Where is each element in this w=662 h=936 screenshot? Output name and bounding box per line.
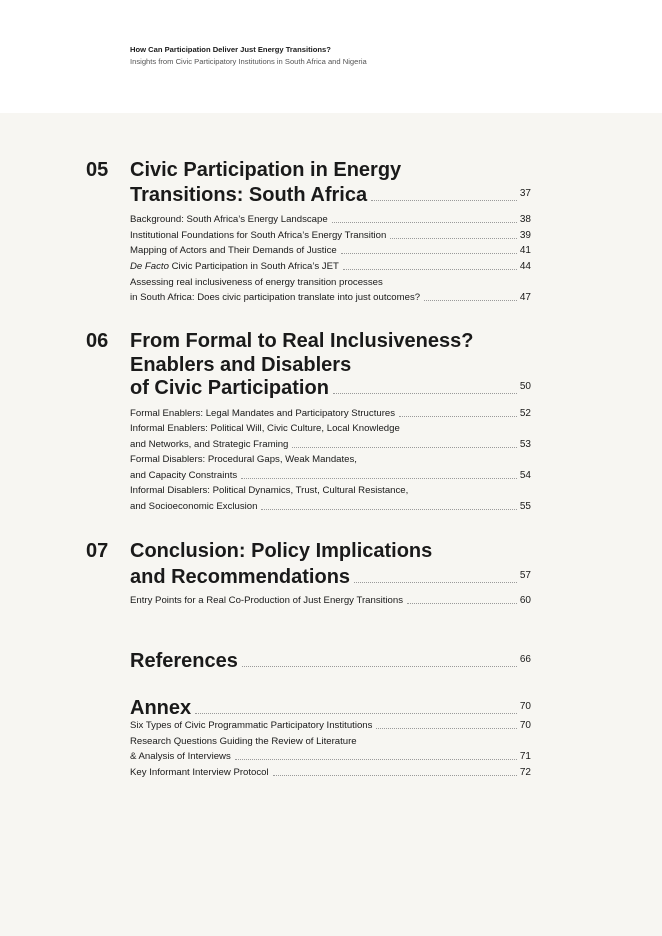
toc-entry-label: Formal Enablers: Legal Mandates and Participatory Structures bbox=[130, 408, 396, 419]
dot-leader bbox=[343, 269, 517, 270]
toc-entry-label: Entry Points for a Real Co-Production of Just Energy Transitions bbox=[130, 595, 404, 606]
toc-entry-chapter-06[interactable] bbox=[130, 375, 531, 400]
dot-leader bbox=[390, 238, 517, 239]
toc-entry-line1: Research Questions Guiding the Review of Literature bbox=[130, 736, 357, 747]
chapter-07-heading[interactable] bbox=[130, 539, 532, 563]
dot-leader bbox=[333, 393, 517, 394]
page-number: 60 bbox=[519, 595, 531, 606]
toc-entry-line1: Formal Disablers: Procedural Gaps, Weak Mandates, bbox=[130, 454, 357, 465]
chapter-07-title-line2: and Recommendations bbox=[130, 566, 351, 588]
toc-entry[interactable] bbox=[130, 469, 531, 482]
dot-leader bbox=[292, 447, 517, 448]
dot-leader bbox=[242, 666, 517, 667]
toc-entry[interactable] bbox=[130, 244, 531, 257]
page-number: 70 bbox=[519, 720, 531, 731]
toc-entry-references[interactable] bbox=[130, 648, 531, 673]
toc-entry-chapter-05[interactable] bbox=[130, 182, 531, 207]
chapter-05-title-line1: Civic Participation in Energy bbox=[130, 159, 402, 181]
toc-entry[interactable] bbox=[130, 766, 531, 779]
document-subtitle: Insights from Civic Participatory Institutions in South Africa and Nigeria bbox=[130, 57, 367, 66]
toc-entry[interactable] bbox=[130, 438, 531, 451]
toc-entry-annex[interactable] bbox=[130, 695, 531, 720]
page-number: 44 bbox=[519, 261, 531, 272]
chapter-number-05: 05 bbox=[86, 159, 109, 181]
toc-entry-label: Institutional Foundations for South Africa’s Energy Transition bbox=[130, 230, 387, 241]
toc-entry-label-italic: De Facto bbox=[130, 261, 169, 272]
page-number: 52 bbox=[519, 408, 531, 419]
dot-leader bbox=[332, 222, 517, 223]
dot-leader bbox=[261, 509, 516, 510]
dot-leader bbox=[376, 728, 516, 729]
toc-entry-line1: Informal Disablers: Political Dynamics, Trust, Cultural Resistance, bbox=[130, 485, 409, 496]
toc-entry-label: Six Types of Civic Programmatic Participatory Institutions bbox=[130, 720, 373, 731]
toc-entry-label bbox=[130, 260, 339, 273]
dot-leader bbox=[341, 253, 517, 254]
document-title: How Can Participation Deliver Just Energy Transitions? bbox=[130, 45, 331, 54]
dot-leader bbox=[195, 713, 517, 714]
toc-entry[interactable] bbox=[130, 407, 531, 420]
page-number: 39 bbox=[519, 230, 531, 241]
toc-entry-label: and Networks, and Strategic Framing bbox=[130, 439, 289, 450]
page-number: 47 bbox=[519, 292, 531, 303]
page-number: 50 bbox=[519, 381, 531, 392]
toc-entry-label: Background: South Africa’s Energy Landscape bbox=[130, 214, 328, 225]
toc-entry[interactable] bbox=[130, 500, 531, 513]
toc-entry[interactable] bbox=[130, 594, 531, 607]
chapter-05-title-line2: Transitions: South Africa bbox=[130, 184, 368, 206]
page-number: 38 bbox=[519, 214, 531, 225]
toc-entry-label: and Capacity Constraints bbox=[130, 470, 238, 481]
chapter-06-heading[interactable] bbox=[130, 329, 532, 377]
dot-leader bbox=[273, 775, 517, 776]
page-number: 54 bbox=[519, 470, 531, 481]
toc-entry[interactable] bbox=[130, 213, 531, 226]
page-number: 57 bbox=[519, 570, 531, 581]
chapter-06-title-line2: Enablers and Disablers bbox=[130, 354, 352, 376]
dot-leader bbox=[371, 200, 517, 201]
page-number: 72 bbox=[519, 767, 531, 778]
toc-entry-chapter-07[interactable] bbox=[130, 564, 531, 589]
page-number: 37 bbox=[519, 188, 531, 199]
dot-leader bbox=[241, 478, 517, 479]
toc-entry[interactable] bbox=[130, 719, 531, 732]
toc-entry[interactable] bbox=[130, 291, 531, 304]
toc-entry[interactable] bbox=[130, 260, 531, 273]
toc-entry-line1: Assessing real inclusiveness of energy transition processes bbox=[130, 277, 383, 288]
toc-entry-label: Key Informant Interview Protocol bbox=[130, 767, 269, 778]
page-number: 55 bbox=[519, 501, 531, 512]
annex-title: Annex bbox=[130, 697, 192, 719]
dot-leader bbox=[399, 416, 517, 417]
toc-entry[interactable] bbox=[130, 750, 531, 763]
chapter-number-07: 07 bbox=[86, 540, 109, 562]
chapter-06-title-line1: From Formal to Real Inclusiveness? bbox=[130, 330, 474, 352]
references-title: References bbox=[130, 650, 238, 672]
toc-entry-label: & Analysis of Interviews bbox=[130, 751, 231, 762]
dot-leader bbox=[354, 582, 517, 583]
dot-leader bbox=[424, 300, 517, 301]
page-number: 70 bbox=[519, 701, 531, 712]
toc-entry-label: Mapping of Actors and Their Demands of Justice bbox=[130, 245, 337, 256]
chapter-number-06: 06 bbox=[86, 330, 109, 352]
toc-entry-line1: Informal Enablers: Political Will, Civic Culture, Local Knowledge bbox=[130, 423, 400, 434]
toc-entry-label: in South Africa: Does civic participation translate into just outcomes? bbox=[130, 292, 421, 303]
page-number: 41 bbox=[519, 245, 531, 256]
chapter-05-heading[interactable] bbox=[130, 158, 532, 182]
chapter-06-title-line3: of Civic Participation bbox=[130, 377, 329, 399]
toc-entry-label: and Socioeconomic Exclusion bbox=[130, 501, 258, 512]
page-number: 53 bbox=[519, 439, 531, 450]
document-header bbox=[0, 0, 662, 113]
page-number: 66 bbox=[519, 654, 531, 665]
toc-entry[interactable] bbox=[130, 229, 531, 242]
toc-entry-label-rest: Civic Participation in South Africa’s JET bbox=[168, 261, 339, 272]
page-number: 71 bbox=[519, 751, 531, 762]
dot-leader bbox=[235, 759, 517, 760]
dot-leader bbox=[407, 603, 517, 604]
chapter-07-title-line1: Conclusion: Policy Implications bbox=[130, 540, 433, 562]
